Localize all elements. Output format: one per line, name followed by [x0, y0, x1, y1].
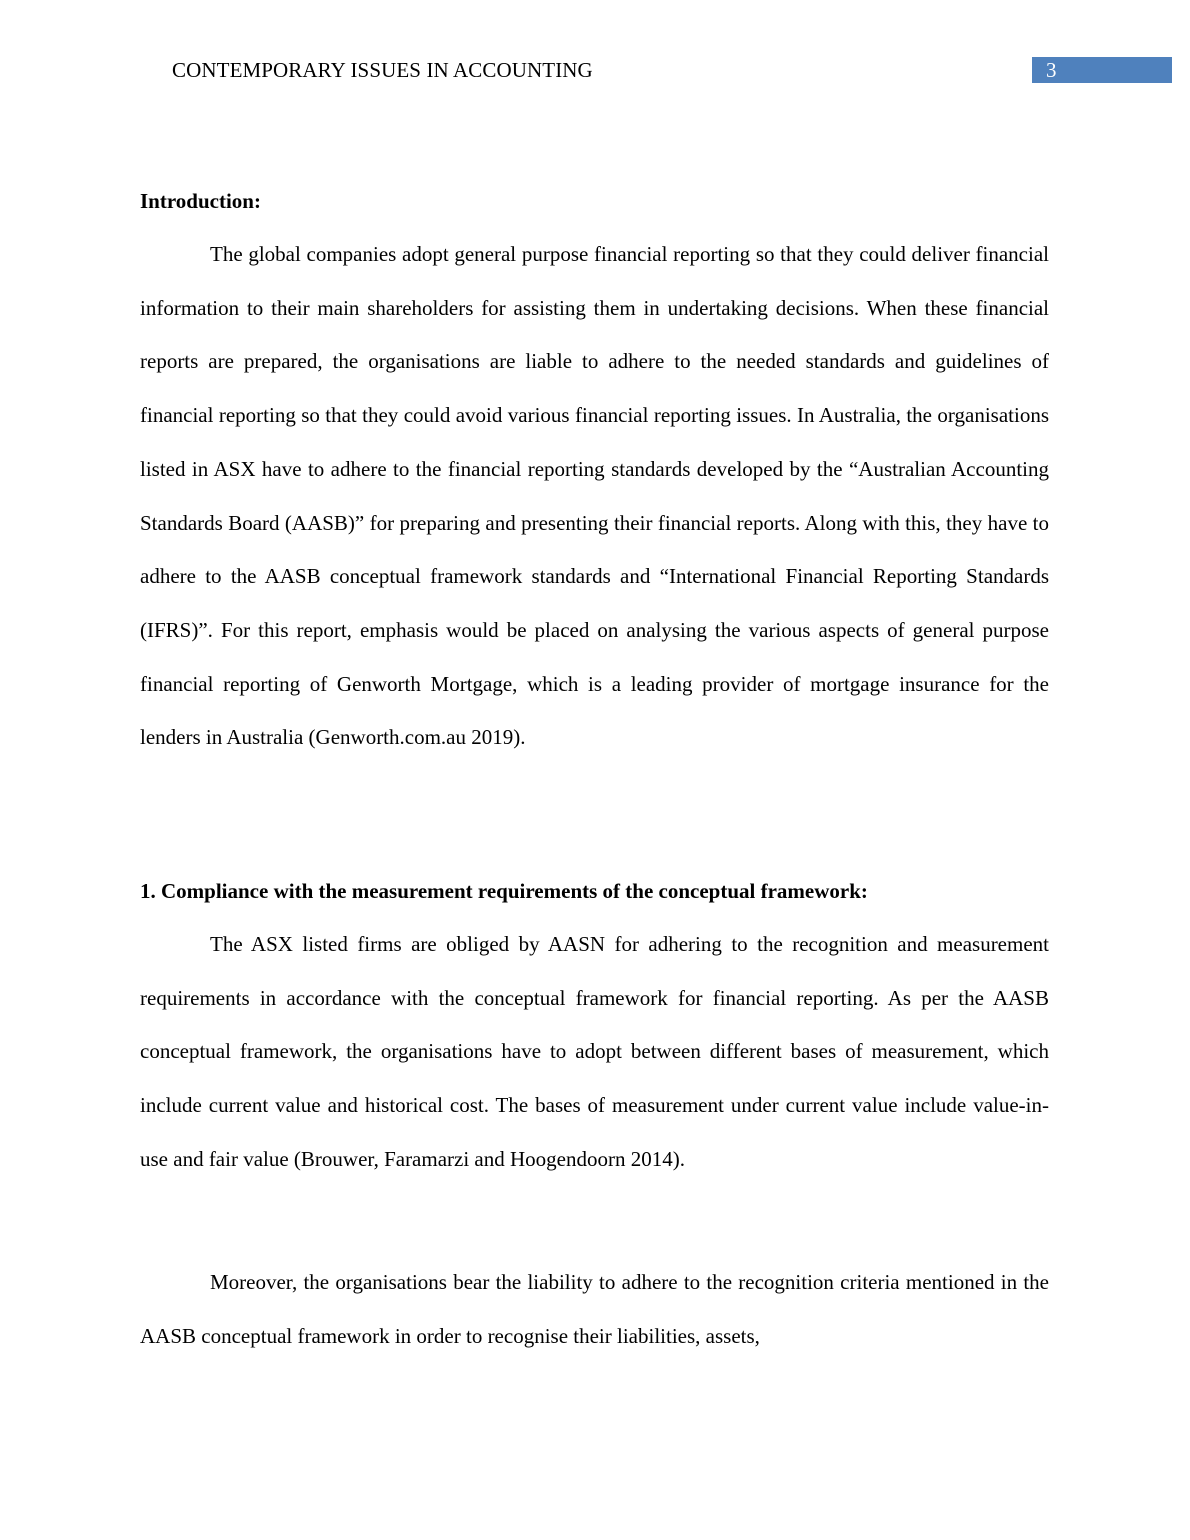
- running-header-title: CONTEMPORARY ISSUES IN ACCOUNTING: [172, 58, 593, 82]
- section1-heading: 1. Compliance with the measurement requirements of the conceptual framework:: [140, 879, 868, 903]
- section1-paragraph-1: The ASX listed firms are obliged by AASN for adhering to the recognition and measurement requirements in accordance with the conceptual framework for financial reporting. As per the AASB conceptual framework, the organisations have to adopt between different bases of measurement, which include current value and historical cost. The bases of measurement under current value include value-in-use and fair value (Brouwer, Faramarzi and Hoogendoorn 2014).: [140, 932, 1049, 1171]
- intro-paragraph: The global companies adopt general purpose financial reporting so that they could deliver financial information to their main shareholders for assisting them in undertaking decisions. When these financial reports are prepared, the organisations are liable to adhere to the needed standards and guidelines of financial reporting so that they could avoid various financial reporting issues. In Australia, the organisations listed in ASX have to adhere to the financial reporting standards developed by the “Australian Accounting Standards Board (AASB)” for preparing and presenting their financial reports. Along with this, they have to adhere to the AASB conceptual framework standards and “International Financial Reporting Standards (IFRS)”. For this report, emphasis would be placed on analysing the various aspects of general purpose financial reporting of Genworth Mortgage, which is a leading provider of mortgage insurance for the lenders in Australia (Genworth.com.au 2019).: [140, 242, 1049, 750]
- page-number: 3: [1046, 58, 1057, 82]
- section1-paragraph-2: Moreover, the organisations bear the liability to adhere to the recognition criteria mentioned in the AASB conceptual framework in order to recognise their liabilities, assets,: [140, 1270, 1049, 1348]
- page-number-badge: [1032, 57, 1172, 83]
- intro-heading: Introduction:: [140, 189, 261, 213]
